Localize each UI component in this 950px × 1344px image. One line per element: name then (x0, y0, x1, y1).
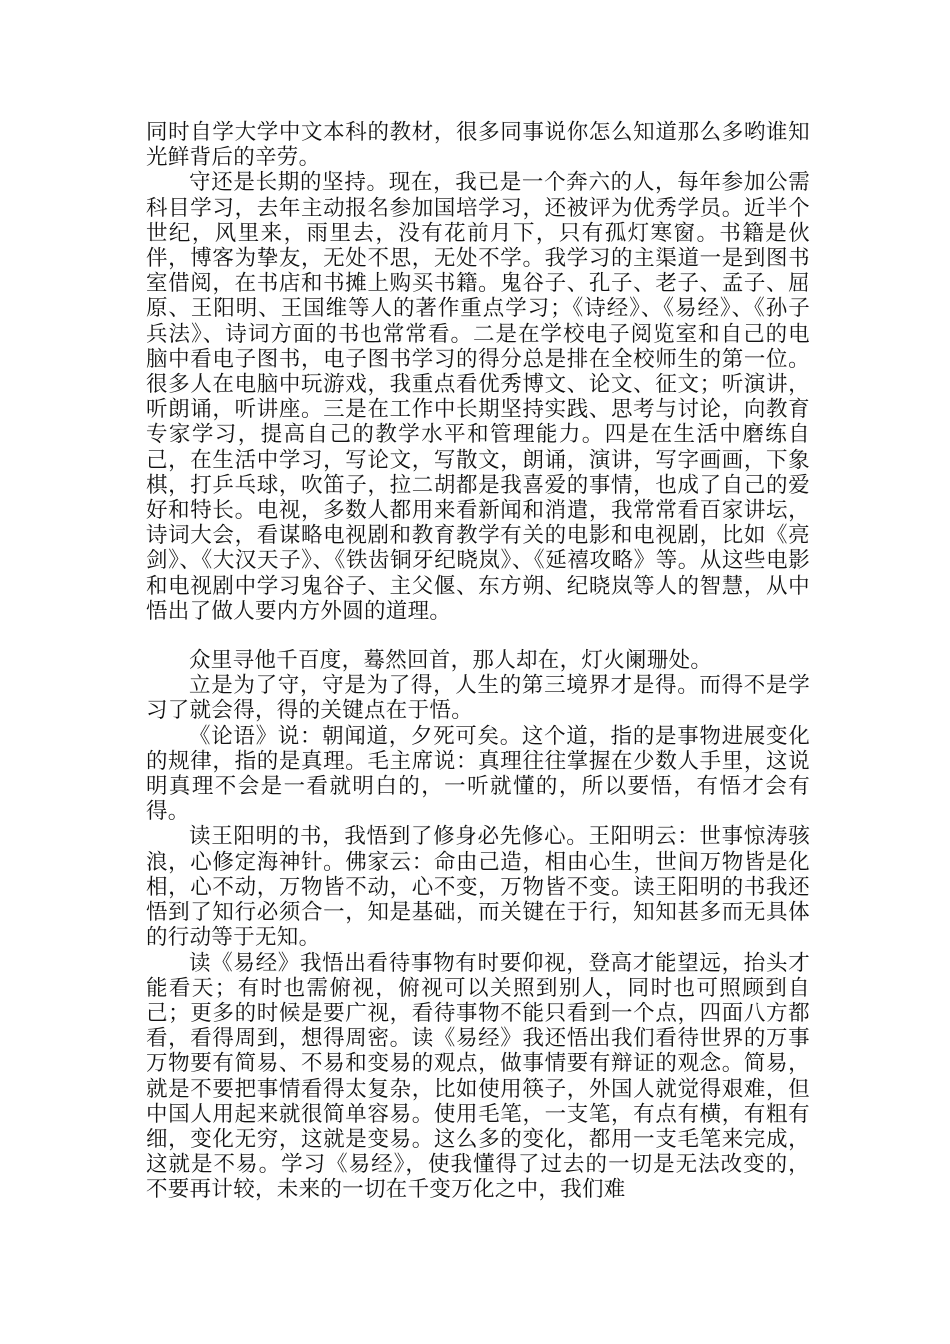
paragraph-4: 立是为了守，守是为了得，人生的第三境界才是得。而得不是学习了就会得，得的关键点在于悟。 (146, 673, 810, 724)
paragraph-6: 读王阳明的书，我悟到了修身必先修心。王阳明云：世事惊涛骇浪，心修定海神针。佛家云：命由己造，相由心生，世间万物皆是化相，心不动，万物皆不动，心不变，万物皆不变。读王阳明的书我还悟到了知行必须合一，知是基础，而关键在于行，知知甚多而无具体的行动等于无知。 (146, 824, 810, 951)
body-text (146, 120, 810, 1203)
paragraph-1: 同时自学大学中文本科的教材，很多同事说你怎么知道那么多哟谁知光鲜背后的辛劳。 (146, 120, 810, 171)
paragraph-3-poem-line: 众里寻他千百度，蓦然回首，那人却在，灯火阑珊处。 (189, 648, 713, 674)
paragraph-5: 《论语》说：朝闻道，夕死可矣。这个道，指的是事物进展变化的规律，指的是真理。毛主席说：真理往往掌握在少数人手里，这说明真理不会是一看就明白的，一听就懂的，所以要悟，有悟才会有得。 (146, 723, 810, 825)
paragraph-gap (146, 624, 810, 648)
paragraph-2: 守还是长期的坚持。现在，我已是一个奔六的人，每年参加公需科目学习，去年主动报名参加国培学习，还被评为优秀学员。近半个世纪，风里来，雨里去，没有花前月下，只有孤灯寒窗。书籍是伙伴，博客为挚友，无处不思，无处不学。我学习的主渠道一是到图书室借阅，在书店和书摊上购买书籍。鬼谷子、孔子、老子、孟子、屈原、王阳明、王国维等人的著作重点学习；《诗经》、《易经》、《孙子兵法》、诗词方面的书也常常看。二是在学校电子阅览室和自己的电脑中看电子图书，电子图书学习的得分总是排在全校师生的第一位。很多人在电脑中玩游戏，我重点看优秀博文、论文、征文；听演讲，听朗诵，听讲座。三是在工作中长期坚持实践、思考与讨论，向教育专家学习，提高自己的教学水平和管理能力。四是在生活中磨练自己，在生活中学习，写论文，写散文，朗诵，演讲，写字画画，下象棋，打乒乓球，吹笛子，拉二胡都是我喜爱的事情，也成了自己的爱好和特长。电视，多数人都用来看新闻和消遣，我常常看百家讲坛，诗词大会，看谋略电视剧和教育教学有关的电影和电视剧，比如《亮剑》、《大汉天子》、《铁齿铜牙纪晓岚》、《延禧攻略》等。从这些电影和电视剧中学习鬼谷子、主父偃、东方朔、纪晓岚等人的智慧，从中悟出了做人要内方外圆的道理。 (146, 170, 810, 624)
paragraph-7: 读《易经》我悟出看待事物有时要仰视，登高才能望远，抬头才能看天；有时也需俯视，俯视可以关照到别人，同时也可照顾到自己；更多的时候是要广视，看待事物不能只看到一个点，四面八方都看，看得周到，想得周密。读《易经》我还悟出我们看待世界的万事万物要有简易、不易和变易的观点，做事情要有辩证的观念。简易，就是不要把事情看得太复杂，比如使用筷子，外国人就觉得艰难，但中国人用起来就很简单容易。使用毛笔，一支笔，有点有横，有粗有细，变化无穷，这就是变易。这么多的变化，都用一支毛笔来完成，这就是不易。学习《易经》，使我懂得了过去的一切是无法改变的，不要再计较，未来的一切在千变万化之中，我们难 (146, 950, 810, 1203)
